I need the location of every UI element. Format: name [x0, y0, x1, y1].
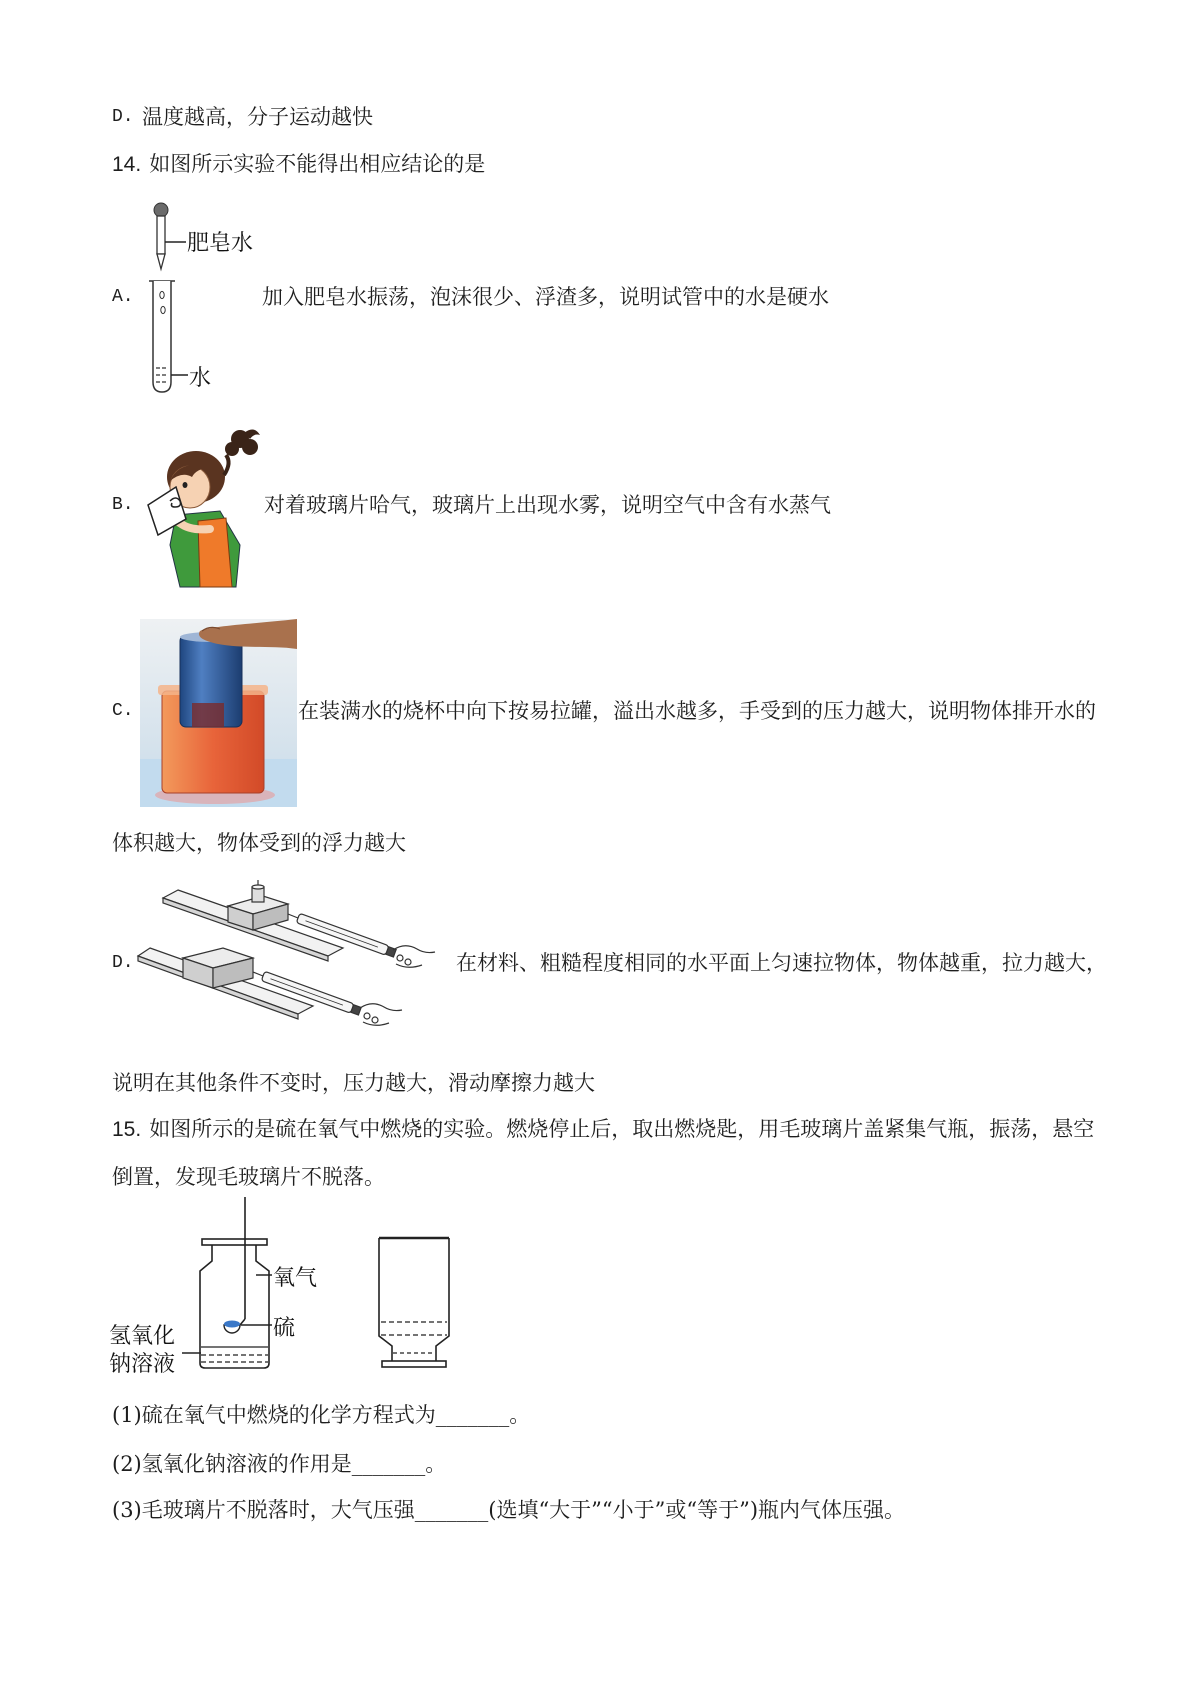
naoh-label-line1: 氢氧化	[109, 1324, 176, 1349]
q14-option-b-label: B.	[112, 495, 134, 515]
naoh-label-line2: 钠溶液	[109, 1352, 176, 1377]
q13-option-d-text: 温度越高，分子运动越快	[142, 105, 373, 129]
friction-setup-plain	[138, 948, 402, 1025]
q14-option-d-text-line1: 在材料、粗糙程度相同的水平面上匀速拉物体，物体越重，拉力越大，	[456, 951, 1107, 975]
q14-option-d-figure	[138, 878, 453, 1046]
q14-option-c-figure	[140, 619, 297, 807]
q15-stem-text-line1: 如图所示的是硫在氧气中燃烧的实验。燃烧停止后，取出燃烧匙，用毛玻璃片盖紧集气瓶，振荡，悬空	[149, 1117, 1095, 1141]
soap-water-label: 肥皂水	[187, 231, 254, 256]
dropper-icon	[154, 203, 168, 269]
q14-option-a-figure	[140, 198, 270, 398]
q14-option-a-label: A.	[112, 287, 134, 307]
q15-subquestion-2: (2)氢氧化钠溶液的作用是_______。	[112, 1452, 447, 1476]
q14-option-d-text-line2: 说明在其他条件不变时，压力越大，滑动摩擦力越大	[112, 1071, 595, 1095]
q14-number: 14.	[112, 153, 142, 176]
q14-option-c-label: C.	[112, 701, 134, 721]
oxygen-label: 氧气	[273, 1266, 318, 1291]
water-label: 水	[189, 366, 212, 391]
q14-option-b-text: 对着玻璃片哈气，玻璃片上出现水雾，说明空气中含有水蒸气	[264, 493, 831, 517]
q14-option-c-text-line1: 在装满水的烧杯中向下按易拉罐，溢出水越多，手受到的压力越大，说明物体排开水的	[298, 699, 1096, 723]
q14-option-b-figure	[140, 425, 265, 590]
q15-stem-line2: 倒置，发现毛玻璃片不脱落。	[112, 1165, 385, 1189]
beaker-can-photo	[140, 619, 297, 807]
q14-stem-text: 如图所示实验不能得出相应结论的是	[149, 152, 486, 176]
q14-stem	[112, 151, 485, 178]
q14-option-a-text: 加入肥皂水振荡，泡沫很少、浮渣多，说明试管中的水是硬水	[262, 285, 829, 309]
q13-option-d-label: D.	[112, 107, 134, 127]
q15-figure	[100, 1195, 460, 1385]
q15-number: 15.	[112, 1118, 142, 1141]
combustion-spoon-icon	[224, 1197, 245, 1333]
q15-subquestion-1: (1)硫在氧气中燃烧的化学方程式为_______。	[112, 1403, 531, 1427]
q15-subquestion-3: (3)毛玻璃片不脱落时，大气压强_______(选填“大于”“小于”或“等于”)瓶内气体压强。	[112, 1498, 906, 1522]
sulfur-label: 硫	[273, 1316, 296, 1341]
q15-stem-line1	[112, 1116, 1094, 1143]
q14-option-c-text-line2: 体积越大，物体受到的浮力越大	[112, 831, 406, 855]
inverted-bottle-icon	[379, 1238, 449, 1367]
gas-bottle-icon	[200, 1239, 269, 1368]
q14-option-d-label: D.	[112, 953, 134, 973]
